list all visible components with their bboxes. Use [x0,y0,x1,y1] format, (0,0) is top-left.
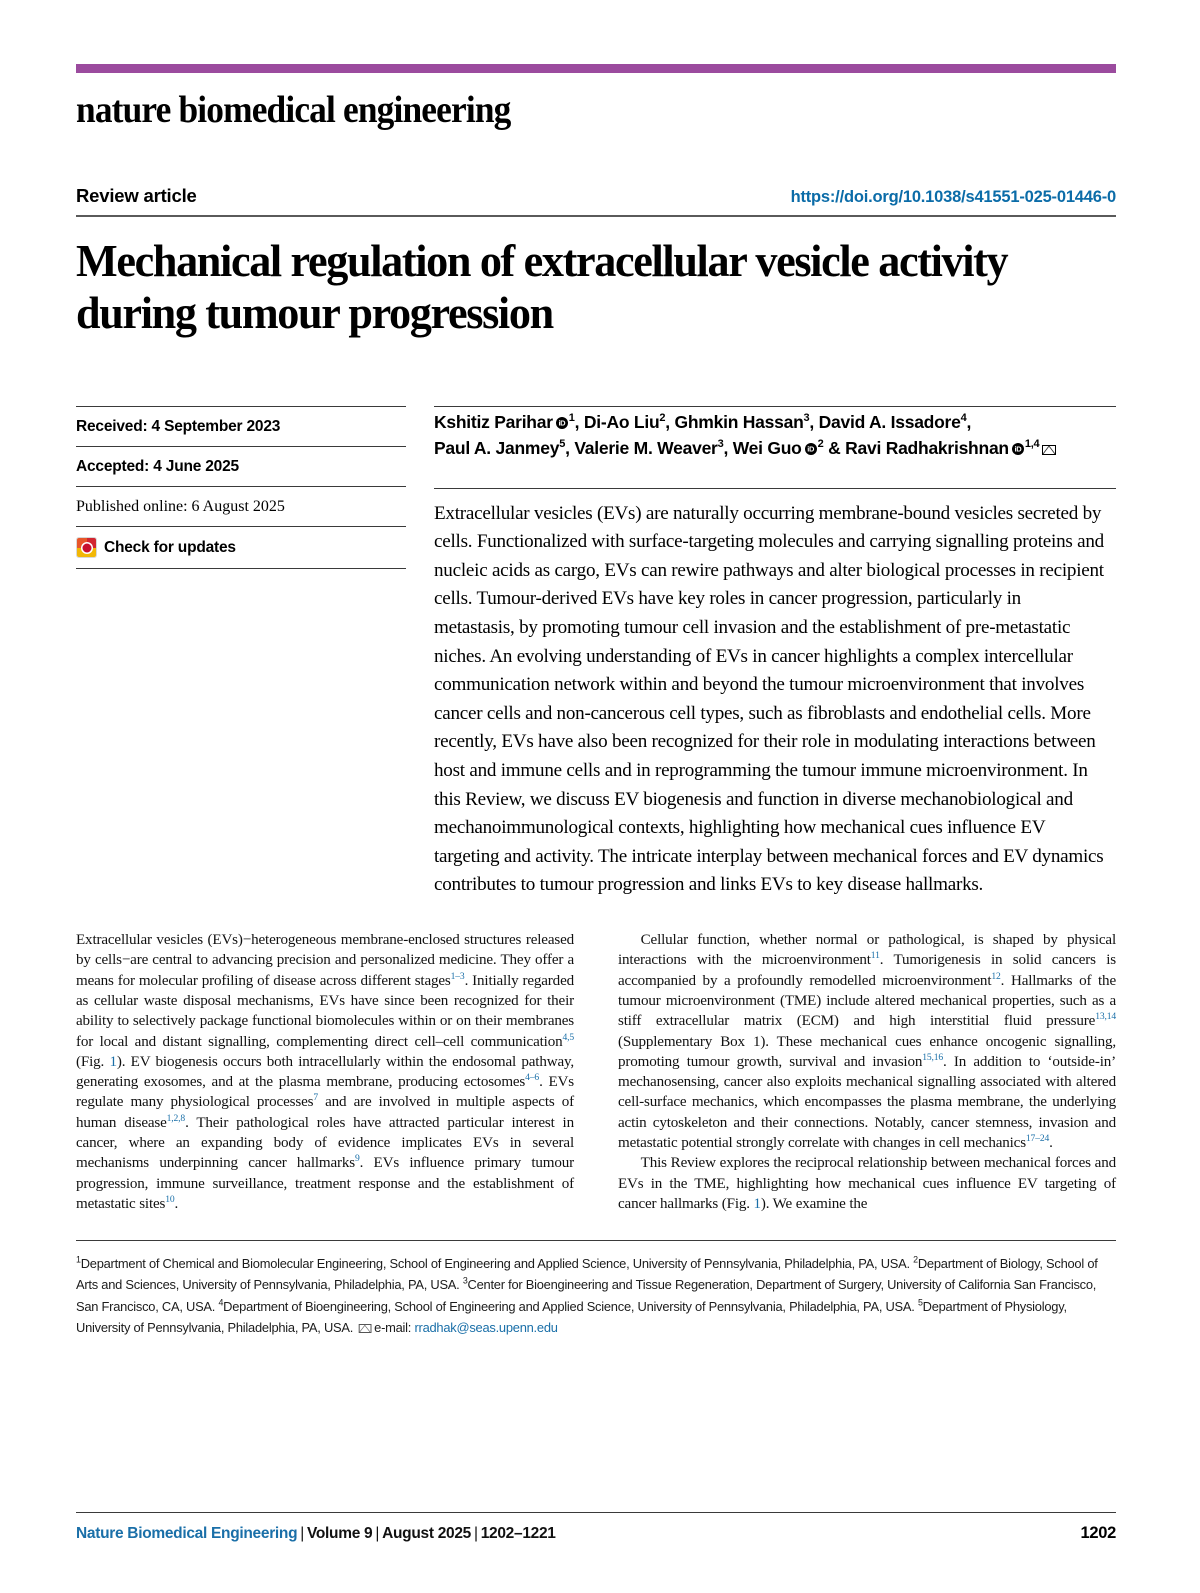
check-for-updates-button[interactable] [76,527,406,568]
author-affil-marker: 3 [803,412,810,425]
body-column-left [76,930,574,1214]
article-type-row [76,185,1116,207]
author-name[interactable]: , Valerie M. Weaver [565,438,718,459]
footer-journal-name[interactable]: Nature Biomedical Engineering [76,1525,298,1542]
body-text: and are involved in multiple aspects of human disease [76,1094,574,1131]
body-text: . [1049,1135,1053,1152]
footer-page-range: 1202–1221 [480,1525,556,1542]
page-footer [76,1524,1116,1543]
journal-accent-bar [76,64,1116,73]
journal-masthead-title: nature biomedical engineering [76,89,511,131]
body-text: (Fig. [76,1053,110,1070]
body-text: . Hallmarks of the tumour microenvironment (TME) include altered mechanical properties, such as a stiff extracellular matrix (ECM) and high interstitial fluid pressure [618,972,1116,1030]
footer-separator: | [473,1525,478,1542]
page-title: Mechanical regulation of extracellular vesicle activity during tumour progression [76,235,1008,338]
body-text: This Review explores the reciprocal relationship between mechanical forces and EVs in the TME, highlighting how mechanical cues influence EV targeting of cancer hallmarks (Fig. [618,1155,1116,1212]
author-name[interactable]: & Ravi Radhakrishnan [823,438,1009,459]
footer-citation [76,1525,556,1543]
citation-ref[interactable]: 4,5 [562,1031,574,1043]
body-text: Cellular function, whether normal or pathological, is shaped by physical interactions with the microenvironment [618,932,1116,969]
figure-ref[interactable]: 1 [753,1195,761,1212]
author-name[interactable]: Kshitiz Parihar [434,412,553,433]
body-text: ). We examine the [760,1195,868,1212]
author-affil-marker: 2 [817,438,824,451]
footer-separator: | [300,1525,304,1542]
author-affil-marker: 4 [960,412,967,425]
citation-ref[interactable]: 11 [870,950,880,962]
affiliation-marker: 5 [917,1297,923,1308]
author-name[interactable]: , Wei Guo [723,438,802,459]
citation-ref[interactable]: 4–6 [525,1072,540,1084]
body-paragraph [618,1153,1116,1214]
footer-separator: | [375,1525,380,1542]
affiliation-text: Department of Biology, School of Arts and Sciences, University of Pennsylvania, Philadelphia, PA, USA. [76,1256,1098,1293]
citation-ref[interactable]: 7 [313,1092,318,1104]
citation-ref[interactable]: 1,2,8 [166,1112,186,1124]
body-text: . [174,1195,179,1212]
body-column-right [618,930,1116,1214]
author-list [434,407,1116,462]
citation-ref[interactable]: 9 [354,1153,360,1165]
body-text: . EVs regulate many physiological processes [76,1074,574,1111]
citation-ref[interactable]: 12 [991,970,1001,982]
affiliation-marker: 2 [913,1254,918,1265]
published-online-date: Published online: 6 August 2025 [76,498,285,516]
citation-ref[interactable]: 15,16 [922,1051,944,1063]
footer-volume: Volume 9 [307,1525,373,1542]
body-paragraph [618,930,1116,1153]
history-divider-4 [76,568,406,569]
corresponding-author-envelope-icon[interactable] [1042,445,1056,455]
orcid-icon[interactable] [556,417,568,429]
affiliations-divider [76,1240,1116,1241]
author-affil-marker: 5 [559,438,566,451]
body-paragraph [76,930,574,1214]
body-text: . Tumorigenesis in solid cancers is accompanied by a profoundly remodelled microenvironment [618,952,1117,989]
citation-ref[interactable]: 10 [165,1193,175,1205]
crossmark-icon [76,537,97,558]
check-for-updates-label: Check for updates [104,538,236,556]
received-date: Received: 4 September 2023 [76,418,281,436]
author-affil-marker: 2 [659,412,666,425]
affiliation-marker: 1 [76,1254,81,1265]
body-text: Extracellular vesicles (EVs)−heterogeneous membrane-enclosed structures released by cells−are central to advancing precision and personalized medicine. They offer a means for molecular profiling of disease across different stages [76,932,574,989]
body-text: ). EV biogenesis occurs both intracellularly within the endosomal pathway, generating exosomes, and at the plasma membrane, producing ectosomes [76,1053,575,1091]
abstract-text: Extracellular vesicles (EVs) are naturally occurring membrane-bound vesicles secreted by cells. Functionalized with surface-targeting molecules and carrying signalling proteins and nucleic acids as cargo, EVs can rewire pathways and alter biological processes in recipient cells. Tumour-derived EVs have key roles in cancer progression, particularly in metastasis, by promoting tumour cell invasion and the establishment of pre-metastatic niches. An evolving understanding of EVs in cancer highlights a complex intercellular communication network within and beyond the tumour microenvironment that involves cancer cells and non-cancerous cell types, such as fibroblasts and endothelial cells. More recently, EVs have also been recognized for their role in modulating interactions between host and immune cells and in reprogramming the tumour immune microenvironment. In this Review, we discuss EV biogenesis and function in diverse mechanobiological and mechanoimmunological contexts, highlighting how mechanical cues influence EV targeting and activity. The intricate interplay between mechanical forces and EV dynamics contributes to tumour progression and links EVs to key disease hallmarks. [434,502,1104,896]
author-affil-marker: 1 [568,412,575,425]
affiliation-text: Department of Chemical and Biomolecular Engineering, School of Engineering and Applied Science, University of Pennsylvania, Philadelphia, PA, USA. [80,1256,914,1272]
authors-and-abstract [434,406,1116,900]
affiliation-marker: 3 [462,1276,468,1287]
affiliation-text: Department of Bioengineering, School of Engineering and Applied Science, University of Pennsylvania, Philadelphia, PA, USA. [223,1298,918,1314]
citation-ref[interactable]: 1–3 [450,970,465,982]
figure-ref[interactable]: 1 [109,1053,117,1070]
article-history-panel [76,406,406,900]
article-type-label: Review article [76,185,197,206]
author-separator: , [966,412,972,433]
body-columns [76,930,1116,1214]
citation-ref[interactable]: 17–24 [1025,1133,1050,1144]
citation-ref[interactable]: 13,14 [1095,1011,1116,1023]
author-name[interactable]: Paul A. Janmey [434,438,560,459]
body-text: . In addition to ‘outside-in’ mechanosensing, cancer also exploits mechanical signalling associated with altered cell-surface mechanics, which encompasses the plasma membrane, the underlying actin cytoskeleton and their connections. Notably, cancer stemness, invasion and metastatic potential strongly correlate with changes in cell mechanics [618,1053,1116,1152]
body-text: (Supplementary Box 1). These mechanical cues enhance oncogenic signalling, promoting tumour growth, survival and invasion [618,1033,1116,1070]
affiliation-text: Department of Physiology, University of Pennsylvania, Philadelphia, PA, USA. [76,1298,1067,1335]
footer-divider [76,1512,1116,1513]
affiliation-text: Center for Bioengineering and Tissue Regeneration, Department of Surgery, University of California San Francisco, San Francisco, CA, USA. [76,1277,1097,1314]
abstract-divider [434,488,1116,489]
author-name[interactable]: , Di-Ao Liu [574,412,660,433]
doi-link[interactable]: https://doi.org/10.1038/s41551-025-01446-0 [790,188,1116,206]
affiliations-block [76,1253,1100,1338]
footer-page-number: 1202 [1080,1524,1116,1542]
orcid-icon[interactable] [805,443,817,455]
body-text: . Their pathological roles have attracted particular interest in cancer, where an expanding body of evidence implicates EVs in several mechanisms underpinning cancer hallmarks [76,1114,574,1172]
author-affil-marker: 1,4 [1024,438,1040,451]
orcid-icon[interactable] [1012,443,1024,455]
corresponding-email-link[interactable]: rradhak@seas.upenn.edu [414,1319,558,1335]
author-affil-marker: 3 [717,438,724,451]
footer-issue-date: August 2025 [382,1525,471,1542]
affiliation-marker: 4 [218,1297,224,1308]
page-content [76,0,1116,1338]
author-name[interactable]: , David A. Issadore [809,412,961,433]
email-label: e-mail: [374,1319,415,1335]
author-name[interactable]: , Ghmkin Hassan [665,412,804,433]
article-head-columns [76,406,1116,900]
email-envelope-icon [358,1324,371,1333]
body-text: . EVs influence primary tumour progression, immune surveillance, treatment response and the establishment of metastatic sites [76,1155,574,1212]
accepted-date: Accepted: 4 June 2025 [76,458,239,476]
header-divider [76,215,1116,217]
body-text: . Initially regarded as cellular waste disposal mechanisms, EVs have since been recognized for their ability to selectively package functional biomolecules within or on their membranes for local and distant signalling, complementing direct cell–cell communication [76,972,574,1050]
